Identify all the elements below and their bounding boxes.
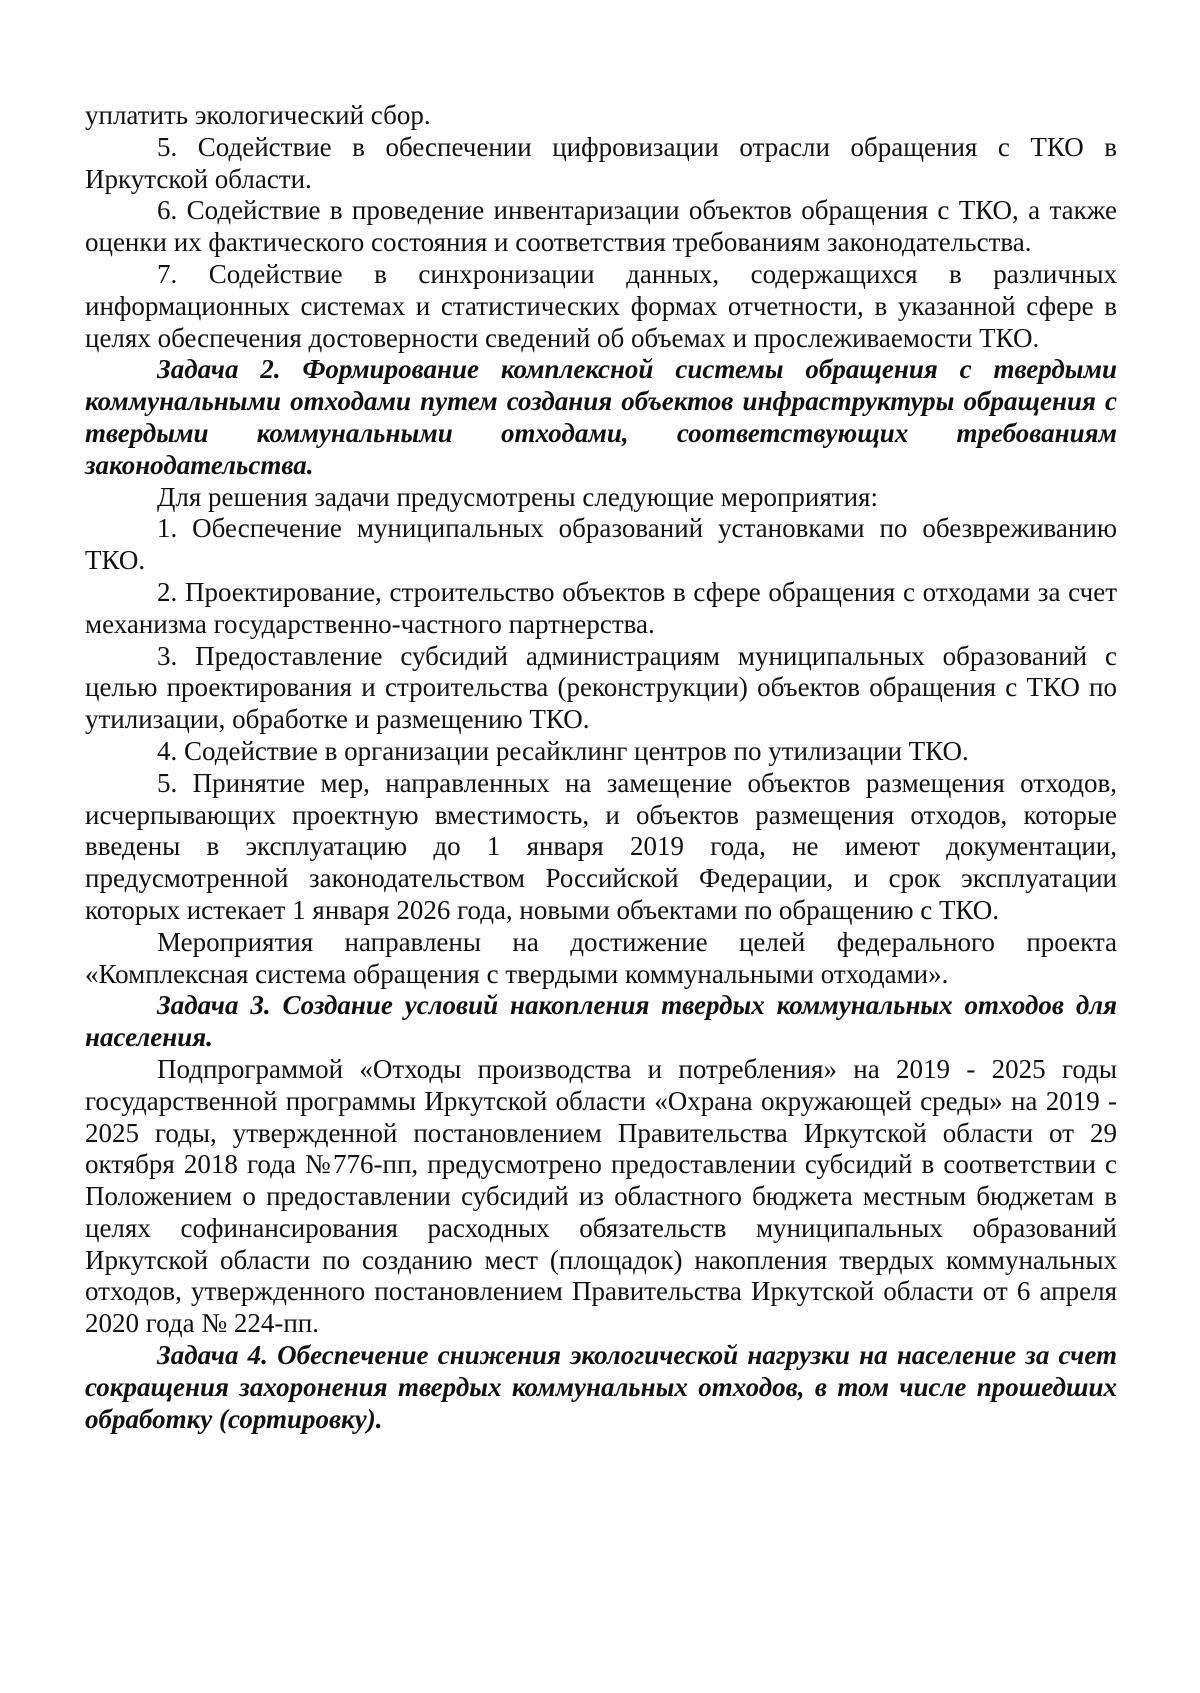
paragraph-measure-2: 2. Проектирование, строительство объектов в сфере обращения с отходами за счет механизма государственно-частного партнерства. [85,576,1117,639]
heading-task-3: Задача 3. Создание условий накопления твердых коммунальных отходов для населения. [85,990,1117,1053]
paragraph-federal-project: Мероприятия направлены на достижение целей федерального проекта «Комплексная система обращения с твердыми коммунальными отходами». [85,926,1117,989]
heading-task-4: Задача 4. Обеспечение снижения экологической нагрузки на население за счет сокращения захоронения твердых коммунальных отходов, в том числе прошедших обработку (сортировку). [85,1340,1117,1434]
paragraph-measure-4: 4. Содействие в организации ресайклинг центров по утилизации ТКО. [157,735,969,766]
paragraph-subprogram: Подпрограммой «Отходы производства и потребления» на 2019 - 2025 годы государственной программы Иркутской области «Охрана окружающей среды» на 2019 - 2025 годы, утвержденной постановлением Правительства Иркутской области от 29 октября 2018 года №776-пп, предусмотрено предоставлении субсидий в соответствии с Положением о предоставлении субсидий из областного бюджета местным бюджетам в целях софинансирования расходных обязательств муниципальных образований Иркутской области по созданию мест (площадок) накопления твердых коммунальных отходов, утвержденного постановлением Правительства Иркутской области от 6 апреля 2020 года № 224-пп. [85,1053,1117,1339]
paragraph-item-7-data-sync: 7. Содействие в синхронизации данных, содержащихся в различных информационных системах и статистических формах отчетности, в указанной сфере в целях обеспечения достоверности сведений об объемах и прослеживаемости ТКО. [85,258,1117,353]
paragraph-measure-3: 3. Предоставление субсидий администрациям муниципальных образований с целью проектирования и строительства (реконструкции) объектов обращения с ТКО по утилизации, обработке и размещению ТКО. [85,640,1117,735]
paragraph-measure-1: 1. Обеспечение муниципальных образований установками по обезвреживанию ТКО. [85,513,1117,576]
heading-task-2: Задача 2. Формирование комплексной системы обращения с твердыми коммунальными отходами путем создания объектов инфраструктуры обращения с твердыми коммунальными отходами, соответствующих требованиям законодательства. [85,354,1117,480]
paragraph-item-6-inventory: 6. Содействие в проведение инвентаризации объектов обращения с ТКО, а также оценки их фактического состояния и соответствия требованиям законодательства. [85,195,1117,258]
paragraph-measure-5: 5. Принятие мер, направленных на замещение объектов размещения отходов, исчерпывающих проектную вместимость, и объектов размещения отходов, которые введены в эксплуатацию до 1 января 2019 года, не имеют документации, предусмотренной законодательством Российской Федерации, и срок эксплуатации которых истекает 1 января 2026 года, новыми объектами по обращению с ТКО. [85,767,1117,925]
paragraph-item-5-digitalization: 5. Содействие в обеспечении цифровизации отрасли обращения с ТКО в Иркутской области. [85,131,1117,194]
paragraph-ecological-fee-end: уплатить экологический сбор. [85,100,431,130]
document-page [85,100,1117,1435]
paragraph-measures-intro: Для решения задачи предусмотрены следующие мероприятия: [157,481,878,512]
